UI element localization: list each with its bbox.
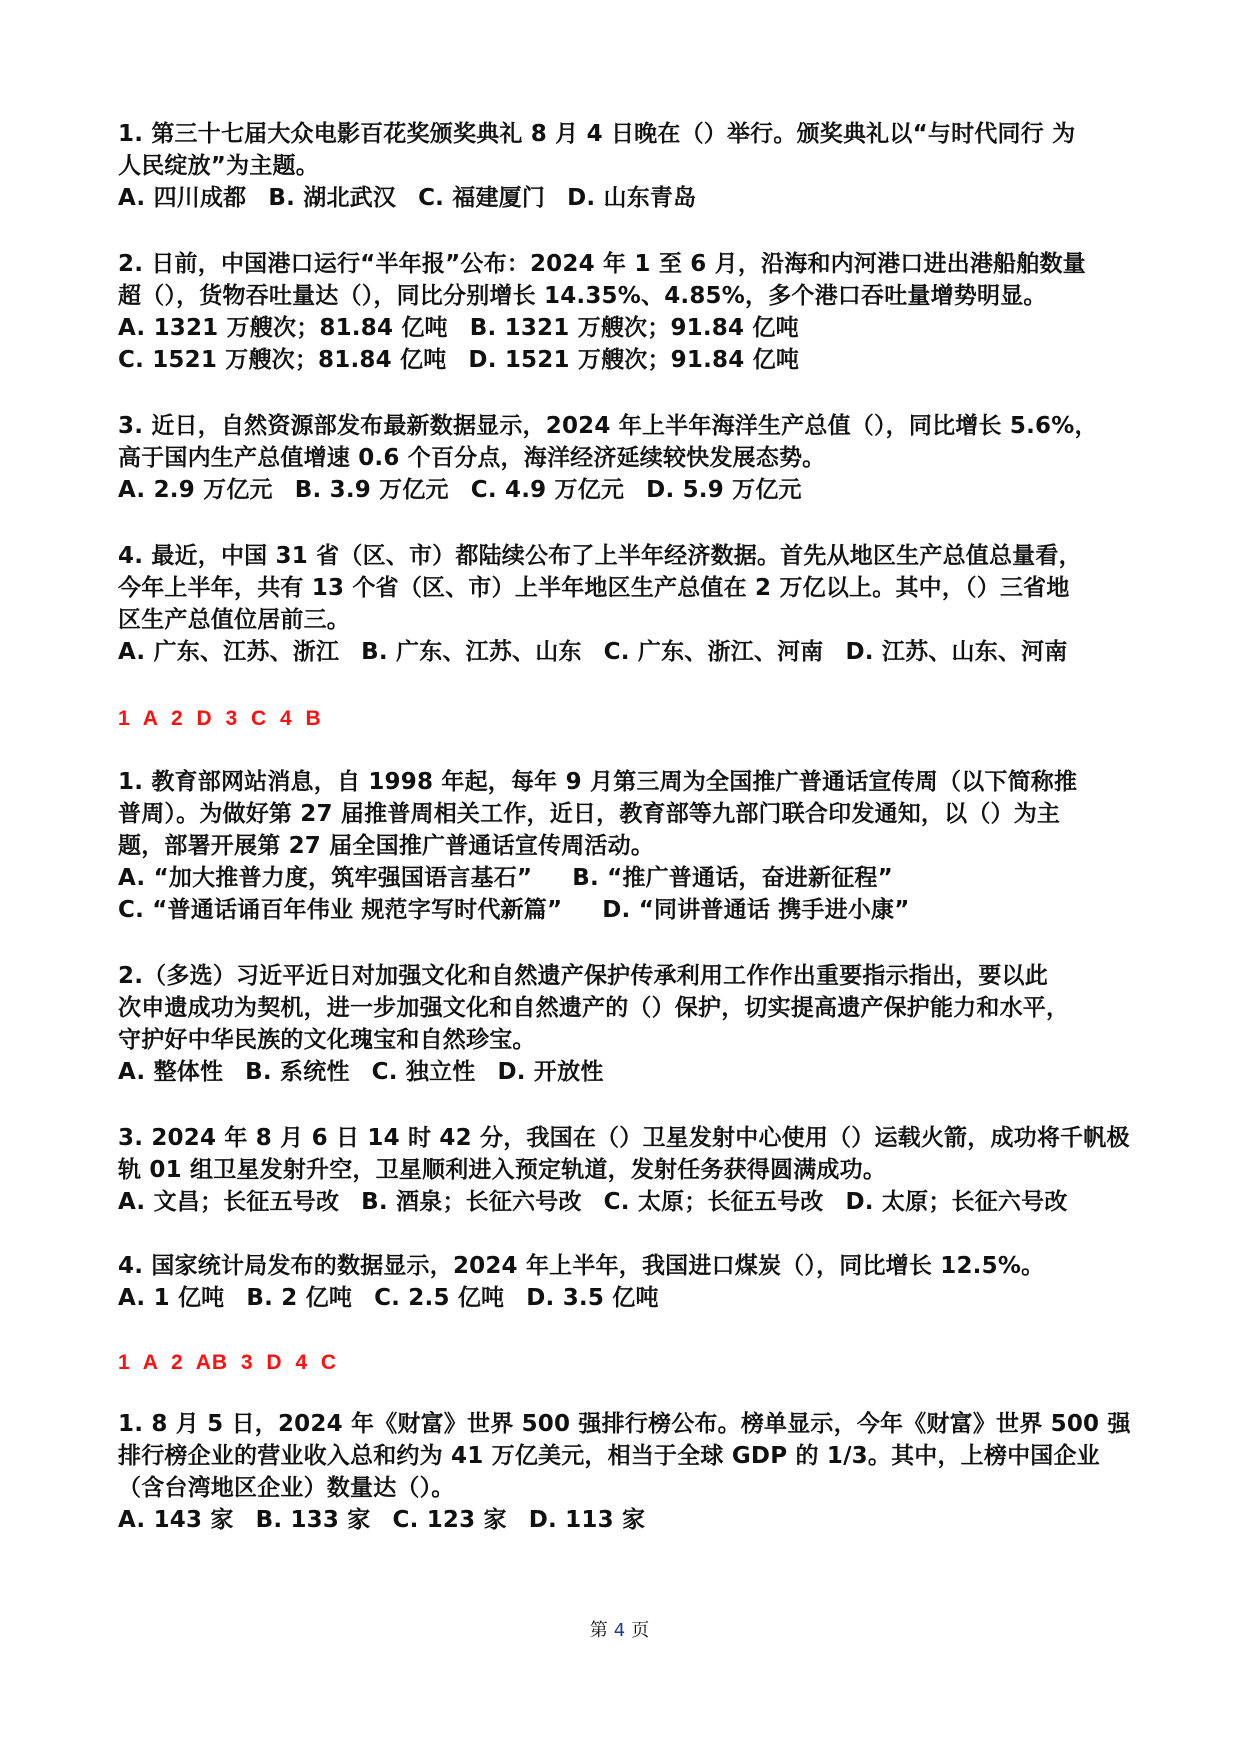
question-s3-q1 [118,1408,1131,1536]
page-footer [0,1616,1239,1642]
question-text-line: 普周）。为做好第 27 届推普周相关工作，近日，教育部等九部门联合印发通知，以（）为主 [118,801,1061,827]
question-text-line: 题，部署开展第 27 届全国推广普通话宣传周活动。 [118,833,655,859]
option-row [118,344,1086,376]
option-a: A. 广东、江苏、浙江 [118,639,340,665]
option-row [118,1186,1130,1218]
answer-key: 1 A 2 AB 3 D 4 C [118,1351,338,1374]
question-s1-q3 [118,410,1098,506]
question-text-line: 2.（多选）习近平近日对加强文化和自然遗产保护传承利用工作作出重要指示指出，要以此 [118,963,1048,989]
option-c: C. 1521 万艘次；81.84 亿吨 [118,347,447,373]
question-text-line: 1. 8 月 5 日，2024 年《财富》世界 500 强排行榜公布。榜单显示，今年《财富》世界 500 强 [118,1411,1131,1437]
option-b: B. 湖北武汉 [268,185,397,211]
option-b: B. 广东、江苏、山东 [361,639,582,665]
question-s2-q4 [118,1250,1044,1314]
option-c: C. 2.5 亿吨 [374,1285,505,1311]
option-c: C. 福建厦门 [418,185,546,211]
option-a: A. 整体性 [118,1059,224,1085]
option-row [118,862,1077,894]
question-s1-q1 [118,118,1075,214]
page-label-suffix: 页 [631,1620,650,1641]
option-d: D. 开放性 [497,1059,604,1085]
option-c: C. 太原；长征五号改 [603,1189,824,1215]
option-d: D. 5.9 万亿元 [646,477,802,503]
option-a: A. 1 亿吨 [118,1285,225,1311]
question-s1-q4 [118,540,1082,668]
question-text-line: 1. 教育部网站消息，自 1998 年起，每年 9 月第三周为全国推广普通话宣传周（以下简称推 [118,769,1078,795]
question-text-line: 高于国内生产总值增速 0.6 个百分点，海洋经济延续较快发展态势。 [118,445,826,471]
option-b: B. 133 家 [255,1507,371,1533]
page-number: 4 [613,1620,626,1641]
option-a: A. 四川成都 [118,185,247,211]
option-a: A. “加大推普力度，筑牢强国语言基石” [118,865,533,891]
option-row [118,182,1075,214]
option-row [118,1504,1131,1536]
option-row [118,894,1077,926]
option-d: D. 113 家 [528,1507,646,1533]
question-text-line: 2. 日前，中国港口运行“半年报”公布：2024 年 1 至 6 月，沿海和内河港口进出港船舶数量 [118,251,1086,277]
question-text-line: 4. 最近，中国 31 省（区、市）都陆续公布了上半年经济数据。首先从地区生产总值总量看， [118,543,1082,569]
question-s1-q2 [118,248,1086,376]
option-row [118,474,1098,506]
option-b: B. 1321 万艘次；91.84 亿吨 [469,315,799,341]
question-text-line: （含台湾地区企业）数量达（）。 [118,1475,455,1501]
option-a: A. 文昌；长征五号改 [118,1189,340,1215]
question-text-line: 3. 2024 年 8 月 6 日 14 时 42 分，我国在（）卫星发射中心使用（）运载火箭，成功将千帆极 [118,1125,1130,1151]
option-b: B. 系统性 [245,1059,350,1085]
question-text-line: 区生产总值位居前三。 [118,607,350,633]
question-text-line: 排行榜企业的营业收入总和约为 41 万亿美元，相当于全球 GDP 的 1/3。其中，上榜中国企业 [118,1443,1100,1469]
option-row [118,636,1082,668]
question-text-line: 1. 第三十七届大众电影百花奖颁奖典礼 8 月 4 日晚在（）举行。颁奖典礼以“与时代同行 为 [118,121,1076,147]
option-c: C. 123 家 [392,1507,507,1533]
question-text-line: 人民绽放”为主题。 [118,153,319,179]
question-text-line: 轨 01 组卫星发射升空，卫星顺利进入预定轨道，发射任务获得圆满成功。 [118,1157,887,1183]
option-row [118,1056,1069,1088]
option-b: B. 2 亿吨 [246,1285,353,1311]
option-d: D. 太原；长征六号改 [845,1189,1068,1215]
page-label-prefix: 第 [589,1620,608,1641]
option-a: A. 143 家 [118,1507,234,1533]
question-text-line: 4. 国家统计局发布的数据显示，2024 年上半年，我国进口煤炭（），同比增长 12.5%。 [118,1253,1045,1279]
option-row [118,312,1086,344]
question-s2-q2 [118,960,1069,1088]
option-c: C. 广东、浙江、河南 [603,639,824,665]
option-c: C. 独立性 [371,1059,476,1085]
answer-key: 1 A 2 D 3 C 4 B [118,707,322,730]
option-c: C. “普通话诵百年伟业 规范字写时代新篇” [118,897,563,923]
question-text-line: 3. 近日，自然资源部发布最新数据显示，2024 年上半年海洋生产总值（），同比增长 5.6%， [118,413,1098,439]
option-b: B. “推广普通话，奋进新征程” [572,865,893,891]
question-s2-q1 [118,766,1077,926]
question-text-line: 次申遗成功为契机，进一步加强文化和自然遗产的（）保护，切实提高遗产保护能力和水平， [118,995,1070,1021]
option-d: D. “同讲普通话 携手进小康” [602,897,910,923]
option-a: A. 2.9 万亿元 [118,477,273,503]
option-d: D. 3.5 亿吨 [526,1285,659,1311]
question-text-line: 守护好中华民族的文化瑰宝和自然珍宝。 [118,1027,536,1053]
option-c: C. 4.9 万亿元 [470,477,625,503]
option-row [118,1282,1044,1314]
question-text-line: 今年上半年，共有 13 个省（区、市）上半年地区生产总值在 2 万亿以上。其中，（）三省地 [118,575,1070,601]
option-d: D. 山东青岛 [567,185,697,211]
option-b: B. 3.9 万亿元 [294,477,449,503]
question-text-line: 超（），货物吞吐量达（），同比分别增长 14.35%、4.85%，多个港口吞吐量增势明显。 [118,283,1047,309]
option-b: B. 酒泉；长征六号改 [361,1189,582,1215]
option-d: D. 1521 万艘次；91.84 亿吨 [468,347,800,373]
option-d: D. 江苏、山东、河南 [845,639,1068,665]
option-a: A. 1321 万艘次；81.84 亿吨 [118,315,448,341]
question-s2-q3 [118,1122,1130,1218]
